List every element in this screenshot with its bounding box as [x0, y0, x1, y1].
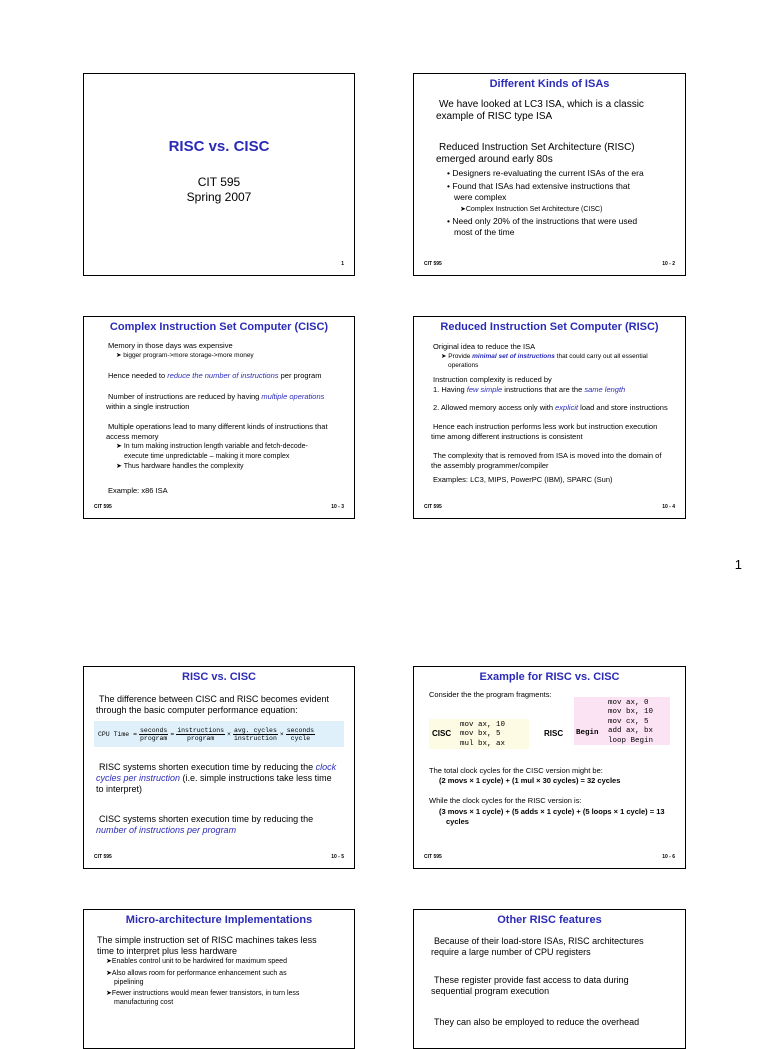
eq-lhs: CPU Time =: [98, 730, 138, 738]
text-line: Example: x86 ISA: [108, 486, 168, 495]
sub-bullet-cont: pipelining: [114, 979, 144, 986]
slide-title: Micro-architecture Implementations: [125, 914, 313, 926]
paragraph: cycles per instruction (i.e. simple instructions take less time: [96, 773, 332, 783]
slide-6: [413, 666, 686, 869]
footer-course: CIT 595: [424, 261, 442, 267]
slide-number: 10 - 3: [331, 504, 344, 510]
sub-bullet-cont: operations: [448, 362, 479, 369]
paragraph: The simple instruction set of RISC machines takes less: [97, 935, 317, 945]
text-line: access memory: [106, 432, 159, 441]
text-line: 1. Having few simple instructions that are the same length: [433, 385, 626, 394]
cisc-label: CISC: [432, 729, 452, 738]
slide-title: Different Kinds of ISAs: [489, 78, 610, 90]
sub-bullet: ➤Also allows room for performance enhancement such as: [106, 970, 287, 977]
eq-sign: =: [170, 730, 175, 738]
paragraph: We have looked at LC3 ISA, which is a classic: [439, 99, 644, 110]
paragraph: through the basic computer performance equation:: [96, 705, 298, 715]
text-line: the assembly programmer/compiler: [431, 461, 549, 470]
slide-number: 10 - 4: [662, 504, 675, 510]
cisc-code: mov ax, 10 mov bx, 5 mul bx, ax: [460, 721, 506, 748]
risc-cycles-cont: cycles: [446, 817, 469, 826]
paragraph: number of instructions per program: [96, 825, 237, 835]
sub-bullet-cont: execute time unpredictable – making it more complex: [124, 453, 290, 460]
sub-bullet: ➤ bigger program->more storage->more money: [116, 352, 254, 359]
slide-number: 10 - 2: [662, 261, 675, 267]
footer-course: CIT 595: [94, 854, 112, 860]
footer-course: CIT 595: [424, 854, 442, 860]
slide-7: [83, 909, 355, 1049]
slide-number: 10 - 5: [331, 854, 344, 860]
text-line: 2. Allowed memory access only with explicit load and store instructions: [433, 403, 668, 412]
paragraph: example of RISC type ISA: [436, 111, 553, 122]
text-line: The total clock cycles for the CISC version might be:: [429, 766, 603, 775]
paragraph: emerged around early 80s: [436, 154, 553, 165]
slide-2: [413, 73, 686, 276]
paragraph: sequential program execution: [431, 986, 550, 996]
eq-times: ×: [227, 730, 231, 738]
risc-label: RISC: [544, 729, 564, 738]
sub-bullet-cont: manufacturing cost: [114, 999, 174, 1006]
paragraph: require a large number of CPU registers: [431, 947, 591, 957]
slide-number: 1: [341, 261, 344, 267]
text-line: time among different instructions is consistent: [431, 432, 583, 441]
bullet-item-cont: were complex: [454, 192, 507, 202]
footer-course: CIT 595: [94, 504, 112, 510]
text-line: Memory in those days was expensive: [108, 341, 233, 350]
performance-equation: [94, 721, 344, 747]
semester: Spring 2007: [186, 190, 252, 204]
sub-bullet: ➤ In turn making instruction length variable and fetch-decode-: [116, 443, 308, 450]
slide-title: RISC vs. CISC: [182, 671, 256, 683]
text-line: Examples: LC3, MIPS, PowerPC (IBM), SPARC (Sun): [433, 475, 613, 484]
paragraph: These register provide fast access to data during: [434, 975, 629, 985]
text-line: Multiple operations lead to many different kinds of instructions that: [108, 422, 328, 431]
text-line: Instruction complexity is reduced by: [433, 375, 552, 384]
footer-course: CIT 595: [424, 504, 442, 510]
slide-3: [83, 316, 355, 519]
sub-bullet: ➤ Thus hardware handles the complexity: [116, 463, 244, 470]
slide-4: [413, 316, 686, 519]
cisc-cycles: (2 movs × 1 cycle) + (1 mul × 30 cycles) = 32 cycles: [439, 776, 621, 785]
paragraph: CISC systems shorten execution time by reducing the: [99, 814, 314, 824]
text-line: within a single instruction: [106, 402, 190, 411]
slide-5: [83, 666, 355, 869]
page-number: 1: [734, 557, 742, 572]
risc-begin-label: Begin: [576, 729, 599, 737]
sub-bullet: ➤Fewer instructions would mean fewer transistors, in turn less: [106, 990, 300, 997]
risc-cycles: (3 movs × 1 cycle) + (5 adds × 1 cycle) + (5 loops × 1 cycle) = 13: [439, 807, 665, 816]
bullet-item: • Designers re-evaluating the current ISAs of the era: [447, 168, 644, 178]
slide-title: Example for RISC vs. CISC: [479, 671, 620, 683]
text-line: Hence each instruction performs less work but instruction execution: [433, 422, 658, 431]
slide-title: Reduced Instruction Set Computer (RISC): [440, 321, 659, 333]
paragraph: time to interpret plus less hardware: [97, 946, 238, 956]
bullet-item-cont: most of the time: [454, 227, 515, 237]
eq-term: $\frac{\text{seconds}}{\text{program}}$: [140, 726, 168, 742]
text-line: The complexity that is removed from ISA is moved into the domain of: [433, 451, 662, 460]
slide-8: [413, 909, 686, 1049]
slide-title: RISC vs. CISC: [168, 138, 270, 155]
eq-times: ×: [279, 730, 284, 738]
text-line: While the clock cycles for the RISC version is:: [429, 796, 582, 805]
slide-title: Complex Instruction Set Computer (CISC): [109, 321, 329, 333]
eq-term: $\frac{\text{instructions}}{\text{program}}$: [177, 726, 225, 742]
paragraph: The difference between CISC and RISC becomes evident: [99, 694, 329, 704]
slide-number: 10 - 6: [662, 854, 675, 860]
slide-1: [83, 73, 355, 276]
sub-bullet: ➤ Provide minimal set of instructions that could carry out all essential: [441, 353, 648, 360]
slide-title: Other RISC features: [497, 914, 602, 926]
text-line: Consider the the program fragments:: [429, 690, 552, 699]
paragraph: RISC systems shorten execution time by reducing the clock: [99, 762, 337, 772]
text-line: Original idea to reduce the ISA: [433, 342, 536, 351]
eq-term: $\frac{\text{avg. cycles}}{\text{instruction}}$: [233, 726, 277, 742]
bullet-item: • Need only 20% of the instructions that were used: [447, 216, 638, 226]
risc-code: mov ax, 0 mov bx, 10 mov cx, 5 add ax, bx loop Begin: [608, 699, 654, 745]
bullet-item: • Found that ISAs had extensive instructions that: [447, 181, 631, 191]
text-line: Hence needed to reduce the number of instructions per program: [108, 371, 322, 380]
sub-bullet: ➤Complex Instruction Set Architecture (CISC): [460, 206, 603, 213]
course-code: CIT 595: [197, 175, 241, 189]
text-line: Number of instructions are reduced by having multiple operations: [108, 392, 325, 401]
paragraph: They can also be employed to reduce the overhead: [434, 1017, 640, 1027]
sub-bullet: ➤Enables control unit to be hardwired for maximum speed: [106, 958, 287, 965]
paragraph: Reduced Instruction Set Architecture (RISC): [439, 142, 635, 153]
paragraph: to interpret): [96, 784, 143, 794]
eq-term: $\frac{\text{seconds}}{\text{cycle}}$: [286, 726, 315, 742]
paragraph: Because of their load-store ISAs, RISC architectures: [434, 936, 644, 946]
